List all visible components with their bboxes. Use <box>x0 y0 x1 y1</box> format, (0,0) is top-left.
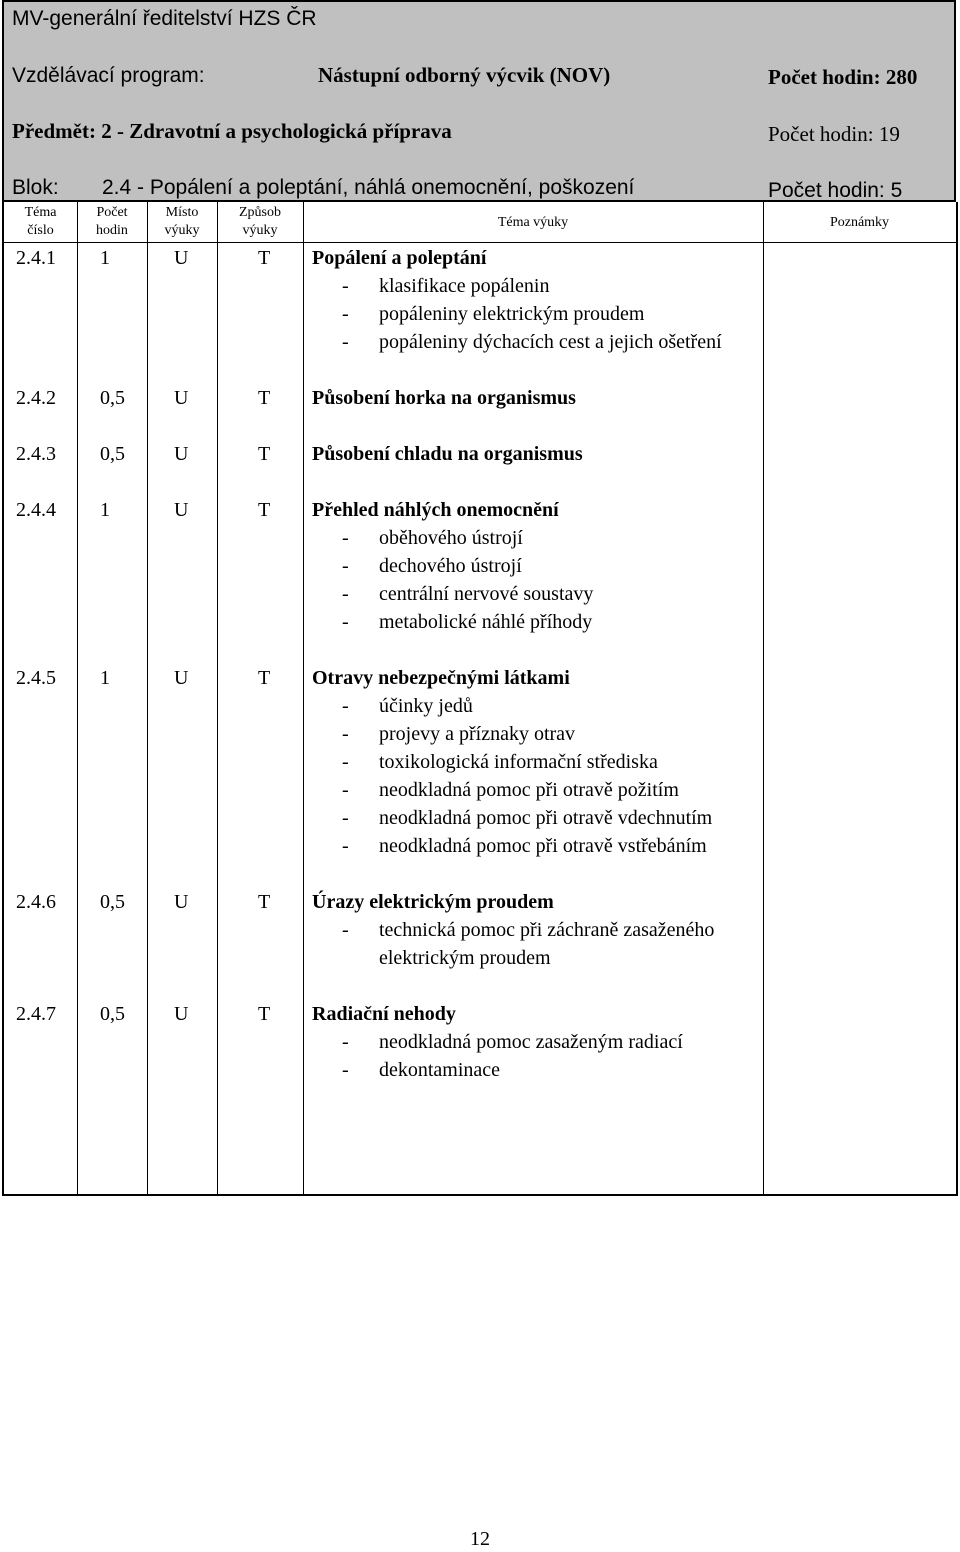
col-header-tema-vyuky: Téma výuky <box>497 215 569 230</box>
topic-hours: 1 <box>100 499 110 521</box>
topic-number: 2.4.6 <box>16 891 56 913</box>
topic-content <box>312 440 757 468</box>
header-block <box>2 0 956 202</box>
topic-place: U <box>174 499 189 521</box>
topic-place: U <box>174 891 189 913</box>
topic-method: T <box>258 499 271 521</box>
topic-title: Radiační nehody <box>312 1003 456 1025</box>
topic-title: Úrazy elektrickým proudem <box>312 891 554 913</box>
topic-subitem: - popáleniny dýchacích cest a jejich ošetření <box>342 331 722 353</box>
topic-subitem: - metabolické náhlé příhody <box>342 611 593 633</box>
col-header-pocet-hodin: Počet hodin <box>96 205 128 238</box>
topic-method: T <box>258 387 271 409</box>
topic-subitem: - účinky jedů <box>342 695 473 717</box>
topic-method: T <box>258 443 271 465</box>
topic-subitem: - klasifikace popálenin <box>342 275 550 297</box>
topic-subitem: - dekontaminace <box>342 1059 501 1081</box>
program-name: Nástupní odborný výcvik (NOV) <box>318 63 611 87</box>
topic-method: T <box>258 247 271 269</box>
topic-number: 2.4.2 <box>16 387 56 409</box>
topic-title: Popálení a poleptání <box>312 247 487 269</box>
topic-hours: 0,5 <box>100 1003 125 1025</box>
col-header-misto-vyuky: Místo výuky <box>164 205 200 238</box>
topic-title: Působení horka na organismus <box>312 387 576 409</box>
topic-title: Působení chladu na organismus <box>312 443 583 465</box>
subject-name: Předmět: 2 - Zdravotní a psychologická příprava <box>12 119 452 143</box>
topic-content <box>312 384 757 412</box>
block-hours: Počet hodin: 5 <box>768 179 903 202</box>
program-hours: Počet hodin: 280 <box>768 65 918 89</box>
table-row <box>4 244 956 356</box>
topic-method: T <box>258 1003 271 1025</box>
table-row <box>4 664 956 860</box>
topic-method: T <box>258 667 271 689</box>
topic-hours: 1 <box>100 247 110 269</box>
topic-number: 2.4.1 <box>16 247 56 269</box>
page-number: 12 <box>470 1528 490 1550</box>
col-header-tema-cislo: Téma číslo <box>24 205 57 238</box>
topic-subitem: - centrální nervové soustavy <box>342 583 594 605</box>
topic-place: U <box>174 443 189 465</box>
topic-title: Otravy nebezpečnými látkami <box>312 667 570 689</box>
topic-number: 2.4.4 <box>16 499 56 521</box>
topic-place: U <box>174 247 189 269</box>
col-header-zpusob-vyuky: Způsob výuky <box>239 205 281 238</box>
topic-place: U <box>174 667 189 689</box>
table-body <box>4 243 956 1112</box>
topic-subitem: - technická pomoc při záchraně zasaženého elektrickým proudem <box>342 919 715 969</box>
topic-hours: 0,5 <box>100 443 125 465</box>
col-header-poznamky: Poznámky <box>829 215 890 230</box>
topic-subitem: - neodkladná pomoc při otravě vstřebáním <box>342 835 707 857</box>
topics-table <box>2 202 958 1196</box>
topic-content <box>312 888 757 972</box>
topic-content <box>312 1000 757 1084</box>
topic-subitem: - dechového ústrojí <box>342 555 522 577</box>
topic-subitem: - popáleniny elektrickým proudem <box>342 303 645 325</box>
topic-number: 2.4.7 <box>16 1003 56 1025</box>
topic-hours: 0,5 <box>100 891 125 913</box>
table-row <box>4 496 956 636</box>
topic-place: U <box>174 387 189 409</box>
topic-subitem: - neodkladná pomoc zasaženým radiací <box>342 1031 683 1053</box>
topic-subitem: - projevy a příznaky otrav <box>342 723 576 745</box>
table-row <box>4 1000 956 1084</box>
subject-hours: Počet hodin: 19 <box>768 122 900 146</box>
topic-hours: 1 <box>100 667 110 689</box>
topic-content <box>312 664 757 860</box>
topic-subitem: - neodkladná pomoc při otravě vdechnutím <box>342 807 713 829</box>
table-row <box>4 440 956 468</box>
table-row <box>4 888 956 972</box>
block-name: 2.4 - Popálení a poleptání, náhlá onemocnění, poškození <box>102 176 635 199</box>
topic-subitem: - oběhového ústrojí <box>342 527 523 549</box>
topic-subitem: - neodkladná pomoc při otravě požitím <box>342 779 679 801</box>
topic-subitem: - toxikologická informační střediska <box>342 751 658 773</box>
org-name: MV-generální ředitelství HZS ČR <box>12 7 317 30</box>
table-row <box>4 384 956 412</box>
topic-place: U <box>174 1003 189 1025</box>
topic-number: 2.4.3 <box>16 443 56 465</box>
program-label: Vzdělávací program: <box>12 64 205 87</box>
block-label: Blok: <box>12 176 59 199</box>
topic-hours: 0,5 <box>100 387 125 409</box>
topic-number: 2.4.5 <box>16 667 56 689</box>
topic-content <box>312 496 757 636</box>
topic-method: T <box>258 891 271 913</box>
topic-title: Přehled náhlých onemocnění <box>312 499 559 521</box>
topic-content <box>312 244 757 356</box>
